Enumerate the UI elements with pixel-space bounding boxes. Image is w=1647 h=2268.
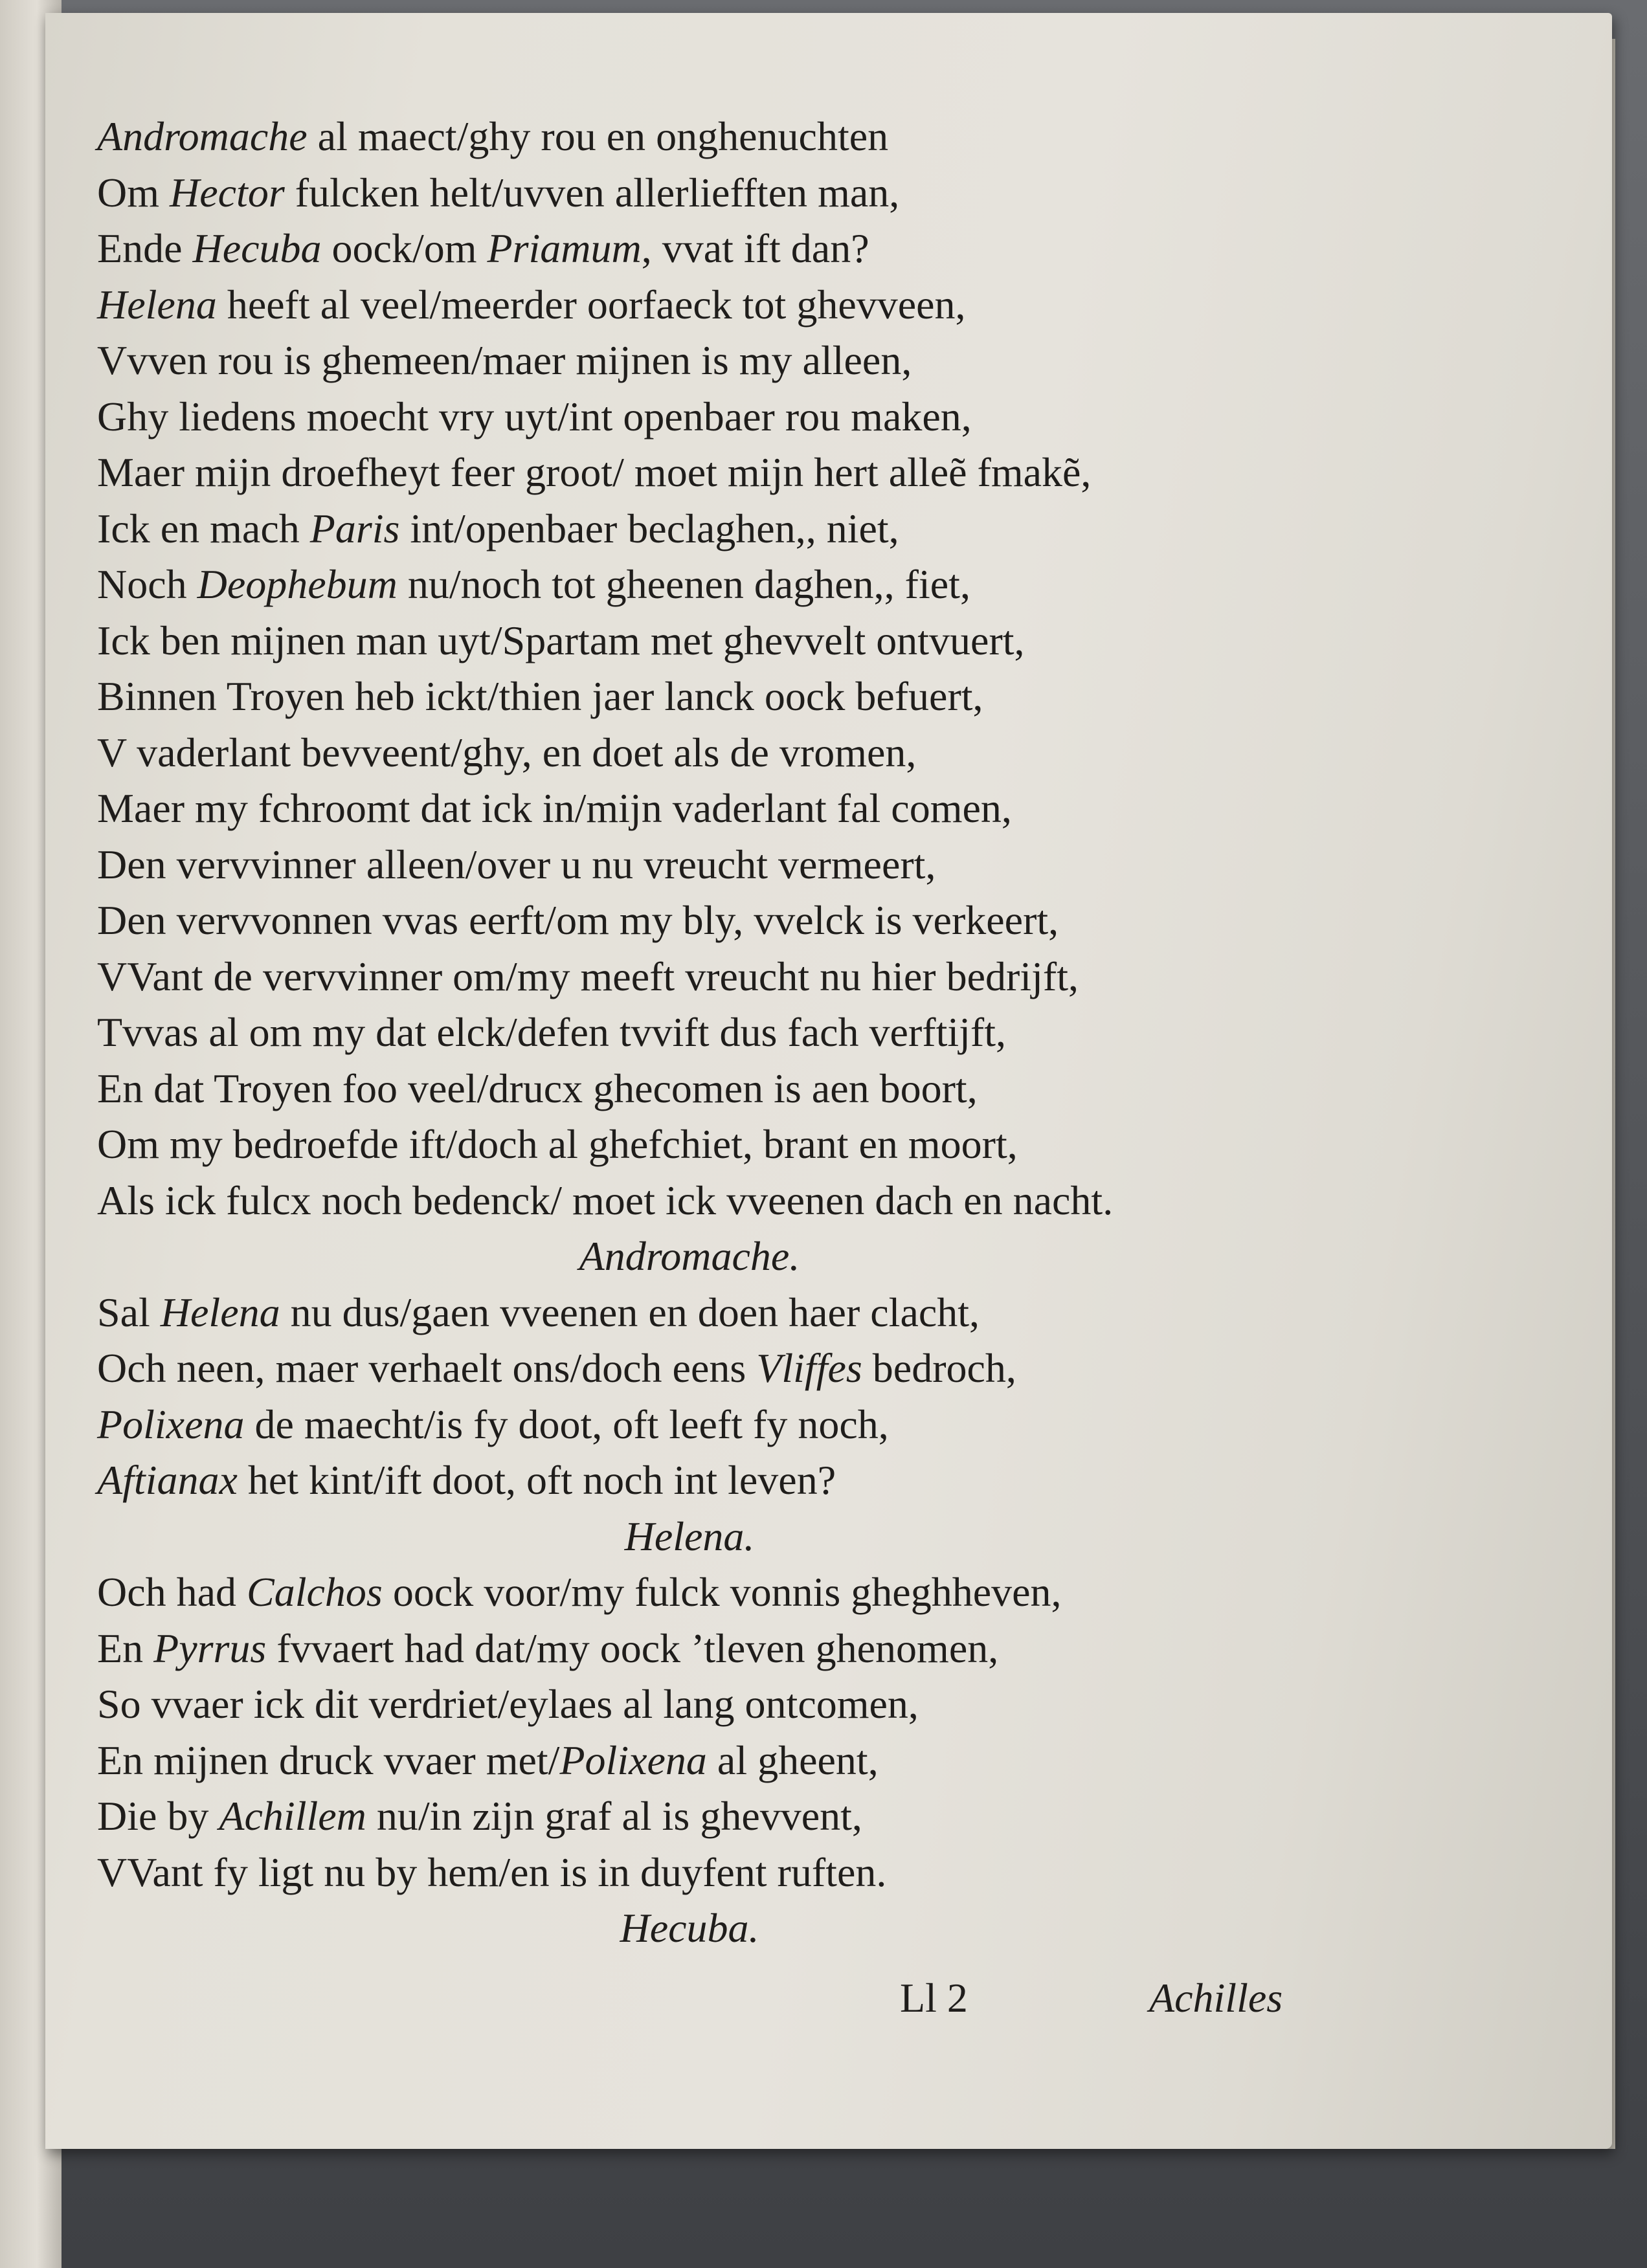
italic-name: Aftianax — [97, 1457, 238, 1503]
speaker-heading — [97, 1228, 1392, 1285]
italic-name: Calchos — [247, 1569, 383, 1615]
verse-text: Ick en mach — [97, 505, 310, 551]
verse-line — [97, 613, 1392, 669]
verse-text: V vaderlant bevveent/ghy, en doet als de vromen, — [97, 729, 917, 775]
italic-name: Helena — [97, 281, 217, 328]
speaker-heading — [97, 1509, 1392, 1565]
verse-line — [97, 949, 1392, 1005]
italic-name: Polixena — [97, 1401, 245, 1447]
verse-text: Ick ben mijnen man uyt/Spartam met ghevvelt ontvuert, — [97, 617, 1025, 663]
verse-text: En dat Troyen foo veel/drucx ghecomen is aen boort, — [97, 1065, 978, 1111]
verse-text: Och neen, maer verhaelt ons/doch eens — [97, 1345, 757, 1391]
verse-line — [97, 1061, 1392, 1117]
verse-line — [97, 1173, 1392, 1229]
verse-text: Sal — [97, 1289, 161, 1335]
verse-text: oock voor/my fulck vonnis gheghheven, — [382, 1569, 1062, 1615]
verse-line — [97, 1285, 1392, 1341]
verse-text: Och had — [97, 1569, 247, 1615]
italic-name: Hecuba. — [620, 1905, 759, 1951]
verse-text: al gheent, — [706, 1737, 879, 1783]
verse-line — [97, 1676, 1392, 1733]
verse-text: fvvaert had dat/my oock ’tleven ghenomen, — [266, 1625, 999, 1671]
italic-name: Andromache. — [579, 1233, 800, 1279]
verse-line — [97, 837, 1392, 893]
verse-text: En — [97, 1625, 154, 1671]
verse-text: Om my bedroefde ift/doch al ghefchiet, brant en moort, — [97, 1121, 1018, 1167]
verse-line — [97, 1005, 1392, 1061]
verse-text: Den vervvonnen vvas eerft/om my bly, vvelck is verkeert, — [97, 897, 1059, 943]
italic-name: Andromache — [97, 113, 308, 159]
verse-line — [97, 557, 1392, 613]
italic-name: Achillem — [219, 1793, 366, 1839]
verse-text: En mijnen druck vvaer met/ — [97, 1737, 560, 1783]
verse-line — [97, 1788, 1392, 1845]
verse-line — [97, 501, 1392, 557]
verse-line — [97, 109, 1392, 165]
verse-line — [97, 277, 1392, 333]
verse-line — [97, 221, 1392, 277]
verse-text: al maect/ghy rou en onghenuchten — [307, 113, 889, 159]
verse-text: Noch — [97, 561, 197, 607]
verse-text: Maer my fchroomt dat ick in/mijn vaderlant fal comen, — [97, 785, 1012, 831]
verse-text: Vvven rou is ghemeen/maer mijnen is my alleen, — [97, 337, 912, 383]
verse-text: fulcken helt/uvven allerliefften man, — [284, 169, 900, 216]
verse-text: het kint/ift doot, oft noch int leven? — [237, 1457, 836, 1503]
italic-name: Deophebum — [197, 561, 398, 607]
verse-text: int/openbaer beclaghen,, niet, — [399, 505, 899, 551]
verse-line — [97, 1340, 1392, 1397]
italic-name: Vliffes — [756, 1345, 862, 1391]
verse-text: heeft al veel/meerder oorfaeck tot ghevveen, — [216, 281, 966, 328]
signature-mark: Ll 2 — [900, 1975, 968, 2021]
verse-text: , vvat ift dan? — [641, 225, 869, 271]
verse-text: Die by — [97, 1793, 219, 1839]
speaker-heading — [97, 1900, 1392, 1957]
verse-text: Tvvas al om my dat elck/defen tvvift dus fach verftijft, — [97, 1009, 1006, 1055]
italic-name: Helena — [160, 1289, 280, 1335]
italic-name: Paris — [309, 505, 400, 551]
verse-text: Om — [97, 169, 170, 216]
italic-name: Priamum — [487, 225, 642, 271]
verse-line — [97, 669, 1392, 725]
italic-name: Polixena — [559, 1737, 707, 1783]
verse-text: oock/om — [321, 225, 487, 271]
verse-line — [97, 725, 1392, 781]
verse-text: Ende — [97, 225, 193, 271]
italic-name: Hecuba — [192, 225, 322, 271]
verse-line — [97, 893, 1392, 949]
verse-text: So vvaer ick dit verdriet/eylaes al lang ontcomen, — [97, 1681, 919, 1727]
verse-line — [97, 1733, 1392, 1789]
verse-text-block — [97, 109, 1392, 1957]
verse-line — [97, 1564, 1392, 1621]
verse-line — [97, 333, 1392, 389]
verse-text: Den vervvinner alleen/over u nu vreucht vermeert, — [97, 841, 936, 887]
verse-text: Binnen Troyen heb ickt/thien jaer lanck oock befuert, — [97, 673, 983, 719]
verse-line — [97, 1845, 1392, 1901]
catchword: Achilles — [1149, 1975, 1283, 2021]
verse-text: Ghy liedens moecht vry uyt/int openbaer rou maken, — [97, 393, 972, 439]
verse-text: bedroch, — [862, 1345, 1016, 1391]
verse-text: VVant de vervvinner om/my meeft vreucht nu hier bedrijft, — [97, 953, 1079, 999]
verse-line — [97, 1621, 1392, 1677]
italic-name: Hector — [170, 169, 285, 216]
verse-text: de maecht/is fy doot, oft leeft fy noch, — [244, 1401, 889, 1447]
verse-line — [97, 1117, 1392, 1173]
italic-name: Pyrrus — [153, 1625, 267, 1671]
verse-line — [97, 165, 1392, 221]
italic-name: Helena. — [624, 1513, 755, 1559]
verse-line — [97, 1452, 1392, 1509]
verse-text: Maer mijn droefheyt feer groot/ moet mijn hert alleẽ fmakẽ, — [97, 449, 1092, 495]
verse-line — [97, 389, 1392, 445]
verse-text: nu dus/gaen vveenen en doen haer clacht, — [280, 1289, 980, 1335]
verse-text: Als ick fulcx noch bedenck/ moet ick vveenen dach en nacht. — [97, 1177, 1114, 1223]
verse-text: VVant fy ligt nu by hem/en is in duyfent ruften. — [97, 1849, 887, 1895]
verse-line — [97, 1397, 1392, 1453]
verse-line — [97, 445, 1392, 501]
verse-text: nu/in zijn graf al is ghevvent, — [366, 1793, 862, 1839]
verse-line — [97, 781, 1392, 837]
verse-text: nu/noch tot gheenen daghen,, fiet, — [397, 561, 970, 607]
